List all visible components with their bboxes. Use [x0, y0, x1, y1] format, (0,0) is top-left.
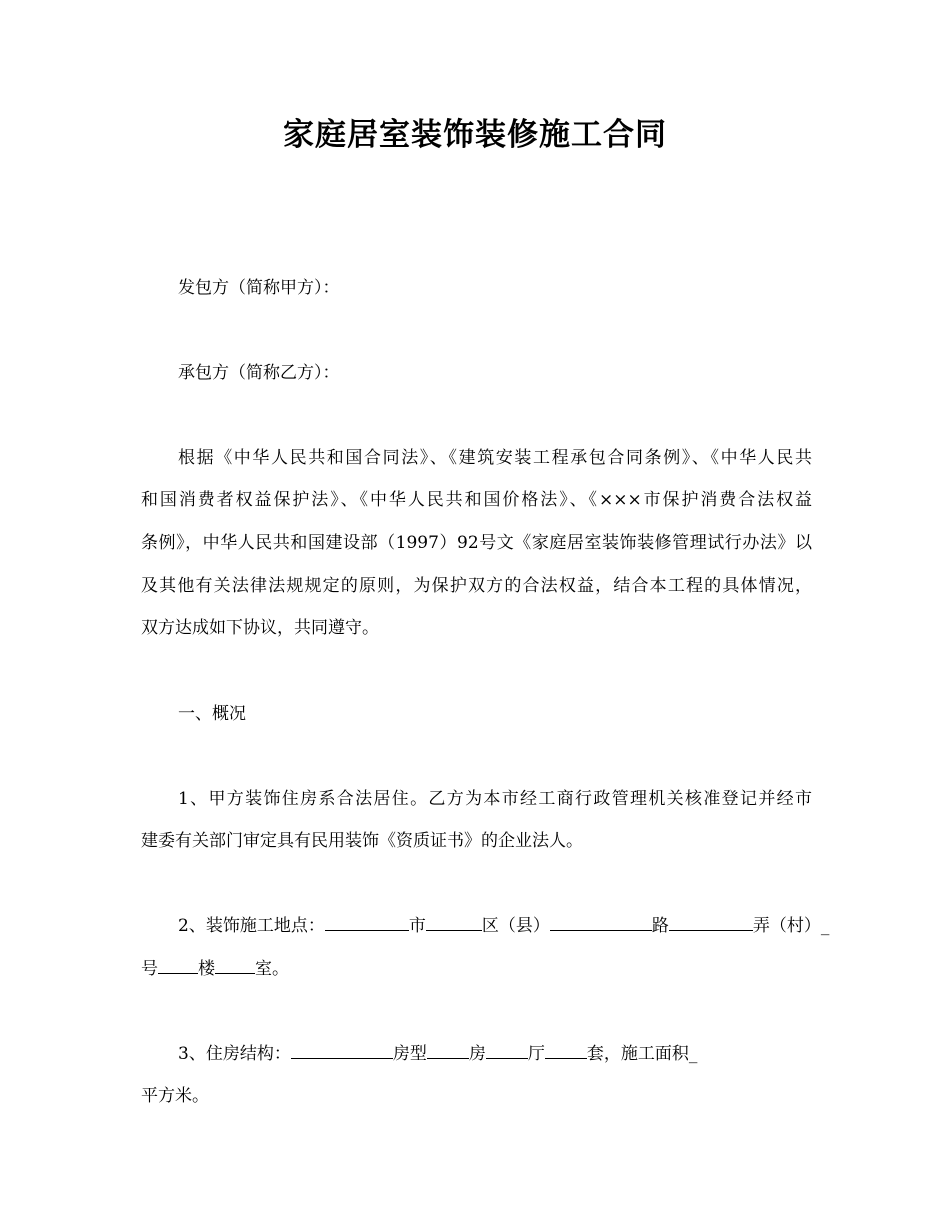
lane-blank: [669, 914, 753, 931]
city-blank: [325, 914, 409, 931]
clause-2-address-line: [178, 914, 829, 938]
clause-3-unit-line: 平方米。: [141, 1086, 209, 1106]
trailing-blank: _: [820, 916, 830, 936]
rooms-blank: [427, 1042, 469, 1059]
sets-blank: [545, 1042, 587, 1059]
building-blank: [158, 957, 198, 974]
rooms-label: 房: [468, 1044, 486, 1064]
type-label: 房型: [392, 1044, 427, 1064]
party-a-line: 发包方（简称甲方）：: [178, 278, 340, 298]
district-blank: [426, 914, 482, 931]
section-heading-overview: 一、概况: [178, 704, 246, 724]
lane-label: 弄（村）: [752, 916, 821, 936]
room-label: 室。: [255, 959, 289, 979]
road-blank: [550, 914, 652, 931]
clause-2-unit-line: [141, 957, 289, 981]
preamble-line: 双方达成如下协议，共同遵守。: [141, 618, 379, 638]
clause-line: 建委有关部门审定具有民用装饰《资质证书》的企业法人。: [141, 831, 583, 851]
preamble-line: 和国消费者权益保护法》、《中华人民共和国价格法》、《×××市保护消费合法权益: [141, 490, 812, 510]
preamble-line: 根据《中华人民共和国合同法》、《建筑安装工程承包合同条例》、《中华人民共: [178, 448, 812, 468]
halls-label: 厅: [527, 1044, 545, 1064]
preamble-line: 条例》，中华人民共和国建设部（1997）92号文《家庭居室装饰装修管理试行办法》以: [141, 533, 812, 553]
structure-label: 3、住房结构：: [178, 1044, 291, 1064]
city-label: 市: [408, 916, 426, 936]
building-label: 楼: [198, 959, 215, 979]
number-label: 号: [141, 959, 158, 979]
preamble-line: 及其他有关法律法规规定的原则，为保护双方的合法权益，结合本工程的具体情况，: [141, 576, 812, 596]
halls-blank: [486, 1042, 528, 1059]
address-label: 2、装饰施工地点：: [178, 916, 325, 936]
room-blank: [215, 957, 255, 974]
party-b-line: 承包方（简称乙方）：: [178, 363, 340, 383]
clause-3-structure-line: [178, 1042, 697, 1066]
clause-line: 1、甲方装饰住房系合法居住。乙方为本市经工商行政管理机关核准登记并经市: [178, 789, 812, 809]
document-title: 家庭居室装饰装修施工合同: [283, 117, 667, 153]
district-label: 区（县）: [481, 916, 550, 936]
sets-label: 套，施工面积_: [586, 1044, 698, 1064]
road-label: 路: [651, 916, 669, 936]
structure-blank: [291, 1042, 393, 1059]
